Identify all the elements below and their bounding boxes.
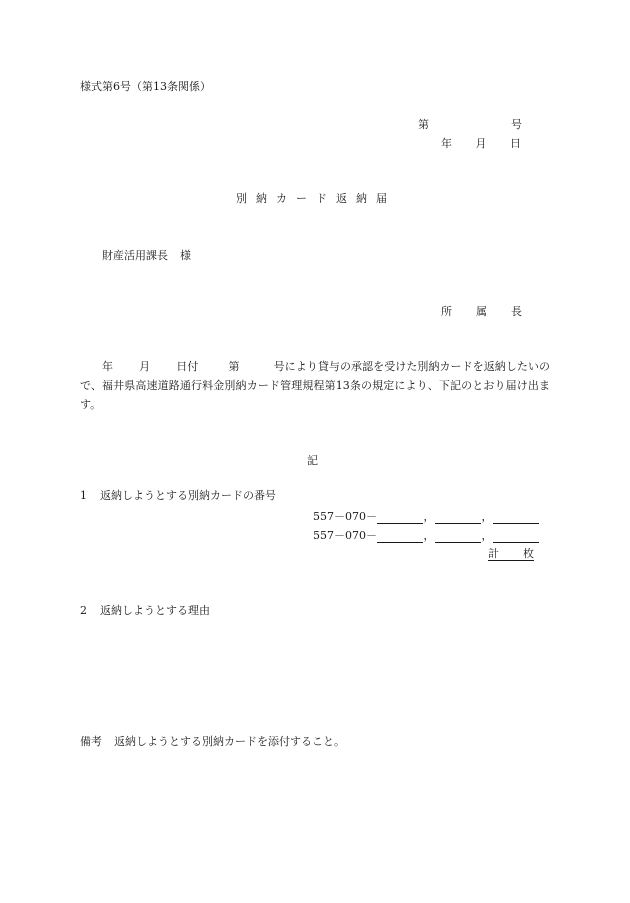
card-separator: ，	[423, 510, 435, 523]
card-blank	[493, 510, 539, 524]
remarks-text: 返納しようとする別納カードを添付すること。	[114, 735, 345, 748]
remarks	[80, 735, 345, 749]
total-unit: 枚	[523, 547, 534, 560]
date-day: 日	[510, 137, 521, 150]
remarks-label: 備考	[80, 735, 102, 748]
item-2-label: 返納しようとする理由	[100, 604, 210, 617]
body-month: 月	[139, 360, 151, 373]
total-label: 計	[488, 547, 499, 560]
card-blank	[435, 529, 481, 543]
card-blank	[377, 529, 423, 543]
card-blank	[435, 510, 481, 524]
body-number-prefix: 第	[228, 360, 240, 373]
card-number-row	[313, 510, 539, 524]
card-prefix: 557－070－	[313, 529, 377, 542]
card-separator: ，	[481, 510, 493, 523]
card-separator: ，	[481, 529, 493, 542]
number-suffix: 号	[511, 118, 522, 131]
item-1-label: 返納しようとする別納カードの番号	[100, 489, 276, 502]
item-2	[80, 604, 210, 618]
item-2-number: 2	[80, 604, 87, 617]
addressee	[102, 249, 191, 263]
addressee-honorific: 様	[180, 249, 191, 262]
document-number-line	[418, 118, 522, 132]
item-1	[80, 489, 276, 503]
body-text: 号により貸与の承認を受けた別納カードを返納したいので、福井県高速道路通行料金別納カード管理規程第13条の規定により、下記のとおり届け出ます。	[80, 360, 551, 411]
body-year: 年	[102, 360, 114, 373]
document-title: 別納カード返納届	[236, 192, 396, 205]
date-month: 月	[475, 137, 487, 150]
card-separator: ，	[423, 529, 435, 542]
addressee-name: 財産活用課長	[102, 249, 168, 262]
card-prefix: 557－070－	[313, 510, 377, 523]
sender	[441, 305, 522, 319]
date-line	[441, 137, 521, 151]
sender-char-1: 所	[441, 305, 452, 318]
number-prefix: 第	[418, 118, 429, 131]
body-day: 日付	[176, 360, 199, 373]
card-blank	[493, 529, 539, 543]
date-year: 年	[441, 137, 452, 150]
body-paragraph	[80, 357, 550, 414]
total-count	[488, 547, 534, 561]
card-blank	[377, 510, 423, 524]
form-number-label: 様式第6号（第13条関係）	[80, 80, 211, 93]
item-1-number: 1	[80, 489, 87, 502]
sender-char-3: 長	[511, 305, 522, 318]
card-number-row	[313, 529, 539, 543]
sender-char-2: 属	[476, 305, 487, 318]
ki-heading: 記	[307, 454, 318, 467]
